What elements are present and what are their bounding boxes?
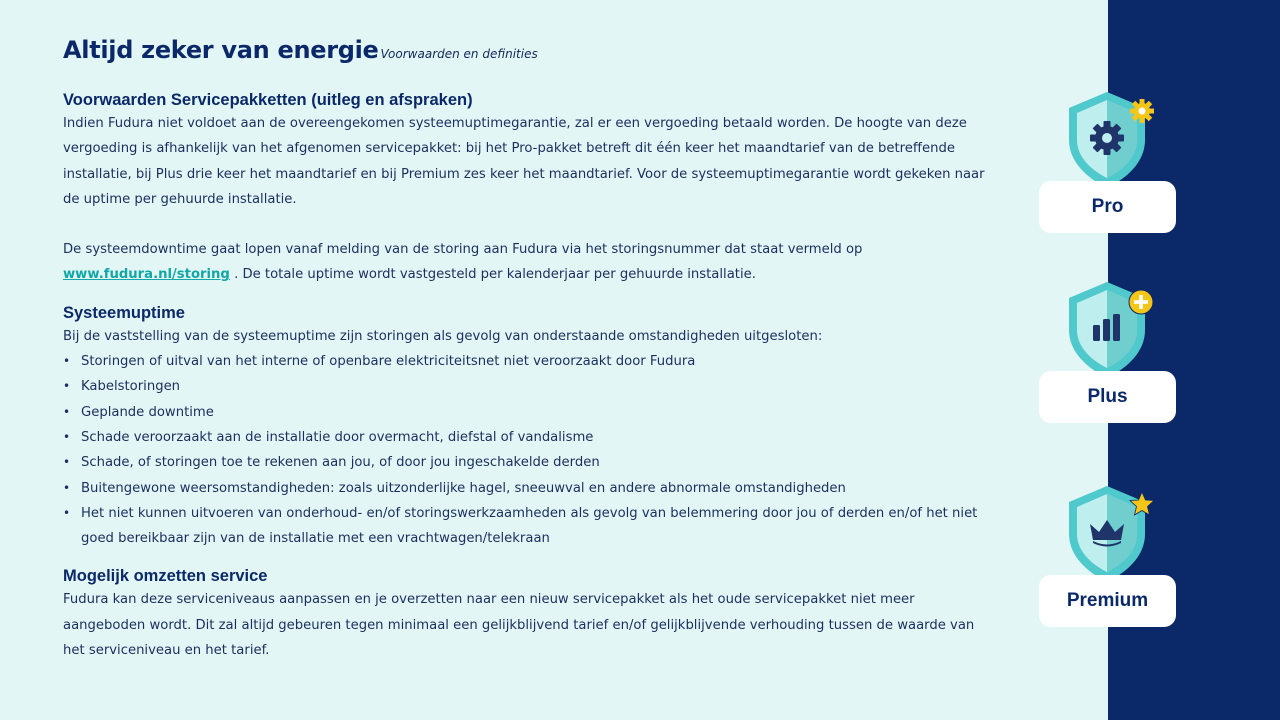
badge-label-box [1039, 181, 1176, 233]
gear-badge-icon [1130, 99, 1154, 123]
badge-label-box [1039, 371, 1176, 423]
list-item: • Het niet kunnen uitvoeren van onderhoud- en/of storingswerkzaamheden als gevolg van belemmering door jou of derden en/of het niet goed bereikbaar zijn van de installatie met een vrachtwagen/telekraan [63, 501, 993, 552]
section-intro: Bij de vaststelling van de systeemuptime zijn storingen als gevolg van onderstaande omstandigheden uitgesloten: [63, 328, 823, 344]
section-paragraph: Fudura kan deze serviceniveaus aanpassen en je overzetten naar een nieuw servicepakket als het oude servicepakket niet meer aangeboden wordt. Dit zal altijd gebeuren tegen minimaal een gelijkblijvend tarief en/of gelijkblijvende verhouding tussen de waarde van het serviceniveau en het tarief. [63, 592, 975, 659]
badge-label: Plus [1087, 386, 1128, 407]
section-systeemuptime [63, 302, 993, 552]
shield-icon [1063, 280, 1155, 380]
storing-link[interactable]: www.fudura.nl/storing [63, 267, 230, 283]
plus-badge-icon [1129, 290, 1153, 314]
badge-label: Pro [1091, 196, 1124, 217]
shield-icon [1063, 90, 1155, 190]
title-row [63, 36, 993, 66]
paragraph-text: . De totale uptime wordt vastgesteld per kalenderjaar per gehuurde installatie. [229, 267, 756, 283]
badge-premium [1039, 484, 1176, 627]
shield-icon [1063, 484, 1155, 584]
section-heading: Systeemuptime [63, 303, 185, 322]
main-content [63, 36, 993, 663]
gear-icon [1090, 121, 1124, 155]
badge-pro [1039, 90, 1176, 233]
exclusion-list [63, 349, 993, 551]
badge-label-box [1039, 575, 1176, 627]
badge-label: Premium [1066, 590, 1149, 611]
list-item: • Storingen of uitval van het interne of openbare elektriciteitsnet niet veroorzaakt door Fudura [63, 349, 993, 374]
list-item: • Schade, of storingen toe te rekenen aan jou, of door jou ingeschakelde derden [63, 450, 993, 475]
list-item: • Schade veroorzaakt aan de installatie door overmacht, diefstal of vandalisme [63, 425, 993, 450]
section-servicepakketten [63, 89, 993, 288]
page-subtitle: Voorwaarden en definities [380, 47, 538, 61]
page-title: Altijd zeker van energie [63, 36, 379, 64]
section-paragraph-storing [63, 237, 993, 288]
section-paragraph: Indien Fudura niet voldoet aan de overeengekomen systeemuptimegarantie, zal er een vergoeding betaald worden. De hoogte van deze vergoeding is afhankelijk van het afgenomen servicepakket: bij het Pro-pakket betreft dit één keer het maandtarief van de betreffende installatie, bij Plus drie keer het maandtarief en bij Premium zes keer het maandtarief. Voor de systeemuptimegarantie wordt gekeken naar de uptime per gehuurde installatie. [63, 116, 985, 207]
badge-plus [1039, 280, 1176, 423]
paragraph-text: De systeemdowntime gaat lopen vanaf melding van de storing aan Fudura via het storingsnummer dat staat vermeld op [63, 242, 863, 258]
list-item: • Geplande downtime [63, 400, 993, 425]
list-item: • Buitengewone weersomstandigheden: zoals uitzonderlijke hagel, sneeuwval en andere abnormale omstandigheden [63, 476, 993, 501]
section-omzetten [63, 565, 993, 663]
list-item: • Kabelstoringen [63, 374, 993, 399]
section-heading: Mogelijk omzetten service [63, 567, 268, 586]
section-heading: Voorwaarden Servicepakketten (uitleg en afspraken) [63, 91, 473, 109]
